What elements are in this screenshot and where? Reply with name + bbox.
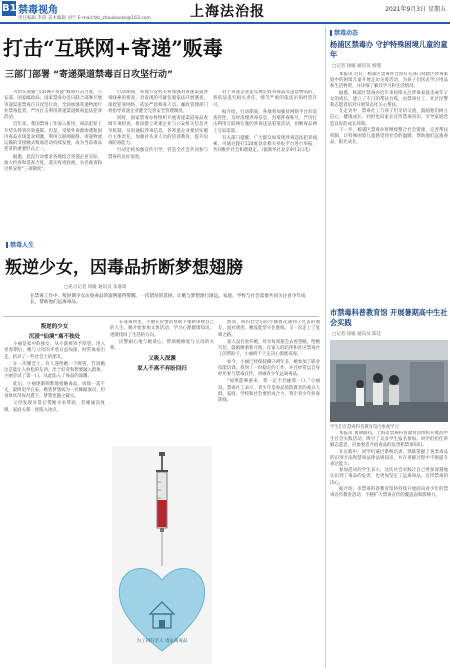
news-byline: □记者 徐媛 通讯员 杨瑾 [332,64,382,69]
paragraph: 在一次聚会上，有人递给她一个吸管，告诉她这是能让人放松的东西。出于好奇和想要融入群体，小丽尝试了第一口，从此陷入了毒品的深渊。 [4,361,105,380]
subsection-subheading: 家人不离不弃盼回归 [137,366,187,373]
paragraph: “如果能够重来，我一定不会碰那一口。”小丽说。禁毒社工表示，青少年是毒品预防教育的重点人群，家庭、学校和社会要形成合力，筑牢青少年拒毒防线。 [218,379,320,403]
paragraph: 下一步，杨浦区禁毒办将继续整合社会资源，完善帮扶机制，让特殊困境儿童感受到社会的温暖，帮助他们远离毒品，阳光成长。 [330,127,448,146]
paragraph: 为切实加强“互联网+寄递”贩毒打击力度，公安部、国家邮政局、国家禁毒办近日联合部署开展寄递渠道禁毒百日攻坚行动，全面加强寄递物流行业禁毒监管，严厉打击利用寄递渠道贩毒违法犯罪活动。 [4,90,102,120]
masthead [0,0,450,24]
feature-column-3 [218,320,320,668]
paragraph: 然而，回归社会后的小丽再次遇到了过去的朋友，面对诱惑，她没能坚守住底线，又一次走上了复吸之路。 [218,320,320,338]
paragraph: 本报讯 近日，杨浦区禁毒办会同有关部门对辖区涉毒家庭中的困境儿童开展走访关爱活动，为孩子们送去学习用品和生活物资，并详细了解其学习和生活情况。 [330,72,448,90]
paragraph: 在戒毒所里，小丽在民警的帮助下重新审视自己的人生。她开始参加文体活动，学习心理健康知识，逐渐找回了生活的方向。 [110,320,214,338]
paragraph: 民警耐心地与她谈心，帮助她修复与父母的关系。 [110,339,214,351]
feature-headline: 叛逆少女，因毒品折断梦想翅膀 [5,258,243,278]
paragraph: 在实践中，同学们通过系统培训，熟练掌握了各类毒品的识别方法和禁毒法律法规知识，并在讲解过程中不断提升表达能力。 [330,449,448,468]
paragraph: 对于寄递企业违反规定收寄毒品等违禁物品的，将依法追究相关责任，情节严重的依法吊销经营许可。 [213,90,317,108]
subsection-heading: 又吸入深渊 [148,356,176,363]
news-body [330,431,448,668]
subsection-heading: 叛逆的少女 [40,324,69,330]
feature-lead: 在禁毒工作中，叛逆期少女沾染毒品的案例值得警醒。一次错误的选择，让她与梦想渐行渐远。家庭、学校与社会需要共同关注青少年成长，帮助他们远离毒品。 [30,294,306,306]
story-tag: 禁毒人生 [3,240,37,249]
paragraph: 行动还将加强宣传引导，营造全社会共同参与禁毒的良好氛围。 [108,148,208,160]
paragraph: 父母发现异常后带她寻求帮助，但她屡次复吸，家庭关系一度陷入冰点。 [4,401,105,413]
right-column [325,26,450,668]
main-headline: 打击“互联网+寄递”贩毒 [3,36,223,60]
main-article-column-3 [213,90,317,240]
main-article-column-2 [108,90,208,240]
news-byline: □记者 徐媛 通讯员 陈佳 [332,332,382,337]
divider [3,316,319,317]
page-number: B1 [2,3,17,14]
paragraph: 据介绍，市禁毒科普教育馆将持续开展面向青少年的禁毒宣传教育活动，不断扩大禁毒宣传的覆盖面和影响力。 [330,486,448,499]
news-headline: 杨浦区禁毒办 守护特殊困境儿童的童年 [330,40,448,59]
paragraph: 参加活动的学生表示，这次社会实践让自己更加深刻地认识到了毒品的危害，也更加坚定了远离毒品、宣传禁毒的决心。 [330,468,448,486]
main-article-column-1 [4,90,102,240]
news-photo [330,340,448,422]
illustration-caption: 为了回归亲人 请远离毒品 [136,639,188,644]
photo-caption: 学生们在禁毒科普教育馆内参观学习 [330,425,399,430]
editor-credits: 责任编辑 李蓓 美术编辑 刘宇 E-mail:fzb_zhoubaoke@163.com [18,16,151,21]
column-tag: 禁毒动态 [330,28,358,37]
subsection-subheading: 沉浸“仙境”离不独处 [28,334,81,340]
anti-drug-illustration [112,446,212,664]
paragraph: 近年来，我国禁毒工作深入推进，毒品犯罪上升势头得到有效遏制。但是，受境外毒源渗透和国内毒品市场需求刺激，利用互联网联络、寄递物流运输的非接触式贩毒活动持续发展，成为当前毒品犯罪的重要形式之一。 [4,122,102,153]
feature-column-1 [4,320,105,668]
paragraph: 行动期间，各地公安机关将加强对寄递渠道涉毒线索的排查，对发现的可疑包裹依法开展调查，深挖犯罪网络，依法严惩贩毒人员。邮政管理部门将指导寄递企业健全完善安全管理制度。 [108,90,208,114]
paragraph: 在走访中，禁毒社工与孩子们亲切交流，鼓励他们树立信心，健康成长。同时也向家长宣传禁毒知识，引导家庭营造良好的成长环境。 [330,109,448,127]
paragraph: 有关部门提醒，广大群众如发现涉毒违法犯罪线索，可通过拨打110或登录相关举报平台进行举报，共同维护社会和谐稳定。（据新华社北京9月2日电） [213,135,317,154]
paragraph: 据悉，杨浦区禁毒办近年来持续关注涉毒家庭未成年子女的成长，建立了专门的帮扶台账，由禁毒社工、社区民警和志愿者结对开展常态化关心帮扶。 [330,90,448,109]
paragraph: 同时，国家禁毒办将组织开展寄递渠道毒品查缉专项检查，推动建立寄递企业与公安机关信息共享机制，及时通报涉毒信息。各寄递企业要切实履行主体责任，加强对从业人员的培训教育，提升识毒防毒能力。 [108,116,208,146]
newspaper-name: 上海法治报 [190,4,265,20]
feature-column-2 [110,320,214,442]
paragraph: 小丽是家中的独女，从小就被寄予厚望。进入青春期后，她与父母的矛盾日益加深，时常离家出走，结识了一些社会上的朋友。 [4,342,105,360]
paragraph: 据悉，此次行动要求各地结合寄递企业实际，加大检查和巡查力度，落实收寄验视、实名收寄和过机安检“三项制度”。 [4,154,102,172]
paragraph: 据介绍，行动期间，各地将加强对网络平台的巡查管控，及时清理涉毒信息，封堵涉毒账号，严厉打击利用互联网实施的涉毒违法犯罪活动，切断毒品网上交易渠道。 [213,109,317,134]
main-subheadline: 三部门部署 “寄递渠道禁毒百日攻坚行动” [5,70,173,80]
paragraph: 此后，小丽逐渐频繁地接触毒品，成绩一落千丈，最终退学在家。她曾梦想成为一名舞蹈演员，但身体状况每况愈下，梦想也随之破灭。 [4,381,105,399]
paragraph: 如今，小丽已经保持操守两年多，她参加了职业技能培训，找到了一份稳定的工作，并且经常以自身经历参与禁毒宣传，劝诫青少年远离毒品。 [218,359,320,377]
news-body [330,72,448,306]
section-title: 禁毒视角 [18,5,58,16]
news-headline: 市禁毒科普教育馆 开展暑期高中生社会实践 [330,308,448,327]
paragraph: 家人没有放弃她。母亲每周都会去看望她，给她写信，鼓励她重新开始。在家人的陪伴和社区禁毒社工的帮助下，小丽终于下定决心彻底戒毒。 [218,339,320,358]
feature-byline: □见习记者 徐媛 通讯员 朱嘉琦 [64,285,127,290]
paragraph: 本报讯 暑期期间，上海市禁毒科普教育馆组织开展高中生社会实践活动，吸引了众多学生报名参加。同学们担任讲解志愿者，向参观者介绍毒品的危害和禁毒知识。 [330,431,448,449]
issue-date: 2021年9月3日 星期五 [385,6,446,13]
